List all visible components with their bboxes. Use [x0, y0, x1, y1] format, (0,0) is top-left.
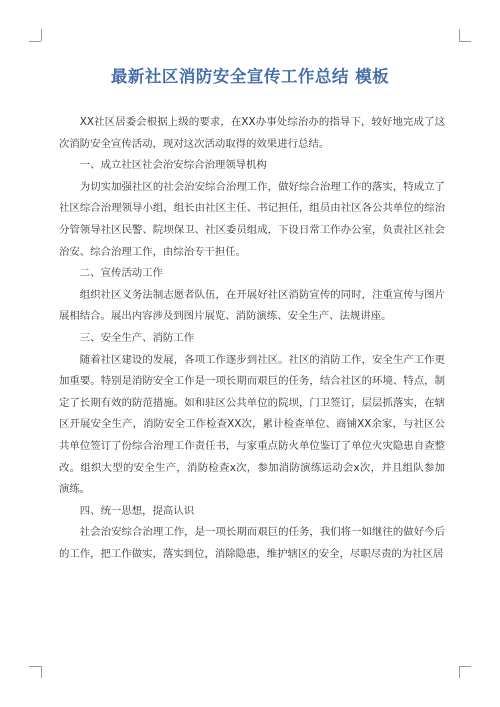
body-paragraph: XX社区居委会根据上级的要求，在XX办事处综治办的指导下，较好地完成了这次消防安全宣传活动，现对这次活动取得的效果进行总结。 — [59, 116, 445, 150]
body-paragraph: 组织社区义务法制志愿者队伍，在开展好社区消防宣传的同时，注重宣传与图片展相结合。展出内容涉及到图片展览、消防演练、安全生产、法规讲座。 — [59, 288, 445, 323]
crop-mark-bottom-left — [29, 666, 41, 667]
crop-mark-top-left — [29, 41, 41, 42]
crop-mark-top-left — [41, 29, 42, 41]
body-paragraph: 社会治安综合治理工作，是一项长期而艰巨的任务，我们将一如继往的做好今后的工作，把工作做实，落实到位，消除隐患，维护辖区的安全，尽职尽责的为社区居 — [59, 526, 445, 560]
body-paragraph: 随着社区建设的发展，各项工作逐步到社区。社区的消防工作，安全生产工作更加重要。特别是消防安全工作是一项长期而艰巨的任务，结合社区的环境、特点，制定了长期有效的防范措施。如和驻区公共单位的院坝，门卫签订，层层抓落实，在辖区开展安全生产，消防安全工作检查XX次，累计检查单位、商铺XX余家，与社区公共单位签订了份综合治理工作责任书，与家重点防火单位鉴订了单位火灾隐患自查整改。组织大型的安全生产，消防检查x次，参加消防演练运动会x次，并且组队参加演练。 — [59, 353, 445, 496]
crop-mark-bottom-left — [41, 666, 42, 678]
crop-mark-top-right — [459, 41, 471, 42]
section-heading: 三、安全生产、消防工作 — [79, 331, 195, 344]
crop-mark-bottom-right — [459, 666, 471, 667]
body-paragraph: 为切实加强社区的社会治安综合治理工作，做好综合治理工作的落实，特成立了社区综合治理领导小组，组长由社区主任、书记担任，组员由社区各公共单位的综治分管领导社区民警、院坝保卫、社区委员组成，下设日常工作办公室，负责社区社会治安、综合治理工作，由综治专干担任。 — [59, 180, 445, 258]
document-title: 最新社区消防安全宣传工作总结 模板 — [110, 67, 390, 86]
document-body — [59, 112, 445, 565]
section-heading: 二、宣传活动工作 — [79, 267, 163, 280]
section-heading: 四、统一思想，提高认识 — [79, 504, 195, 517]
crop-mark-bottom-right — [459, 666, 460, 678]
crop-mark-top-right — [459, 29, 460, 41]
section-heading: 一、成立社区社会治安综合治理领导机构 — [79, 159, 267, 172]
